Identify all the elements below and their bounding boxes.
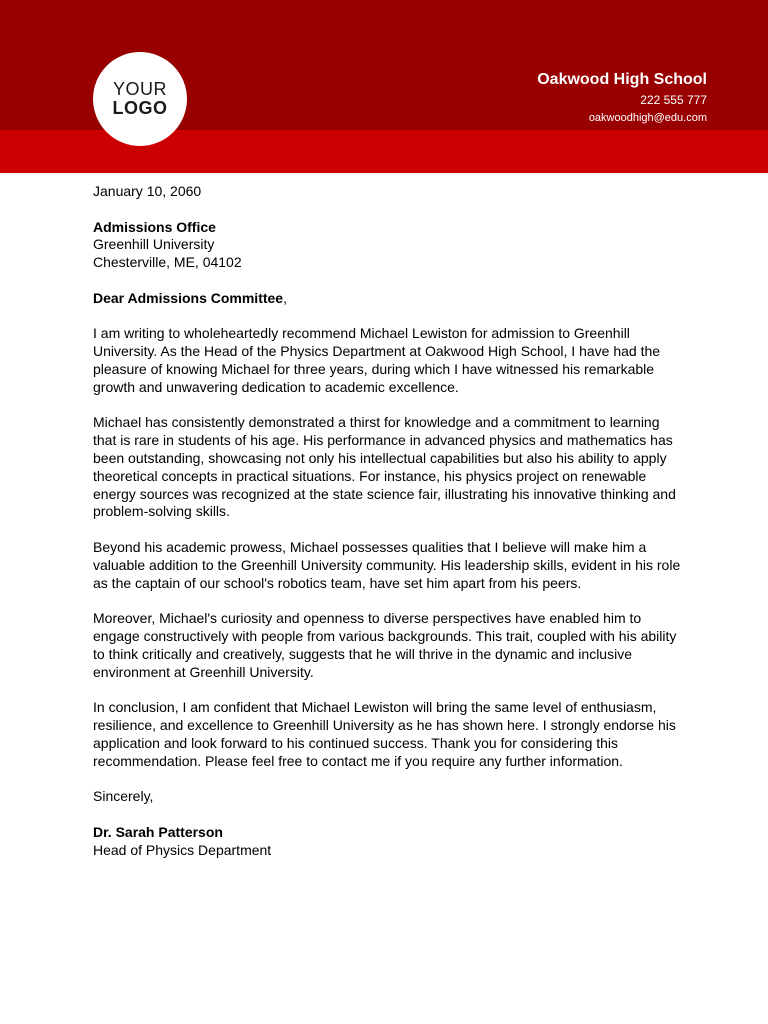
signature-title: Head of Physics Department xyxy=(93,842,272,859)
salutation xyxy=(93,290,683,308)
letter-body xyxy=(93,183,683,860)
recipient-office: Admissions Office xyxy=(93,218,216,235)
paragraph: Beyond his academic prowess, Michael possesses qualities that I believe will make him a valuable addition to the Greenhill University community. His leadership skills, evident in his role as the captain of our school's robotics team, have set him apart from his peers. xyxy=(93,538,681,591)
logo-text-bottom: LOGO xyxy=(112,98,168,118)
recipient-address xyxy=(93,219,683,272)
school-phone: 222 555 777 xyxy=(640,93,707,107)
paragraph: In conclusion, I am confident that Michael Lewiston will bring the same level of enthusiasm, resilience, and excellence to Greenhill University as he has shown here. I strongly endorse his application and look forward to his continued success. Thank you for considering this recommendation. Please feel free to contact me if you require any further information. xyxy=(93,699,676,769)
letter-date: January 10, 2060 xyxy=(93,183,202,199)
logo xyxy=(93,52,187,146)
logo-text-top: YOUR xyxy=(112,79,167,99)
school-email: oakwoodhigh@edu.com xyxy=(588,112,707,124)
salutation-name: Dear Admissions Committee xyxy=(93,289,284,306)
paragraph: I am writing to wholeheartedly recommend Michael Lewiston for admission to Greenhill University. As the Head of the Physics Department at Oakwood High School, I have had the pleasure of knowing Michael for three years, during which I have witnessed his remarkable growth and unwavering dedication to academic excellence. xyxy=(93,325,661,395)
paragraph: Michael has consistently demonstrated a thirst for knowledge and a commitment to learning that is rare in students of his age. His performance in advanced physics and mathematics has been outstanding, showcasing not only his intellectual capabilities but also his ability to apply theoretical concepts in practical situations. For instance, his physics project on renewable energy sources was recognized at the state science fair, illustrating his innovative thinking and problem-solving skills. xyxy=(93,414,676,520)
closing: Sincerely, xyxy=(93,788,154,805)
recipient-city: Chesterville, ME, 04102 xyxy=(93,254,242,271)
recipient-institution: Greenhill University xyxy=(93,236,215,253)
school-contact-block xyxy=(537,69,707,127)
signature-name: Dr. Sarah Patterson xyxy=(93,824,223,841)
school-name: Oakwood High School xyxy=(537,71,707,88)
paragraph: Moreover, Michael's curiosity and openness to diverse perspectives have enabled him to engage constructively with people from various backgrounds. This trait, coupled with his ability to think critically and creatively, suggests that he will thrive in the dynamic and inclusive environment at Greenhill University. xyxy=(93,610,677,680)
salutation-punct: , xyxy=(283,289,287,306)
